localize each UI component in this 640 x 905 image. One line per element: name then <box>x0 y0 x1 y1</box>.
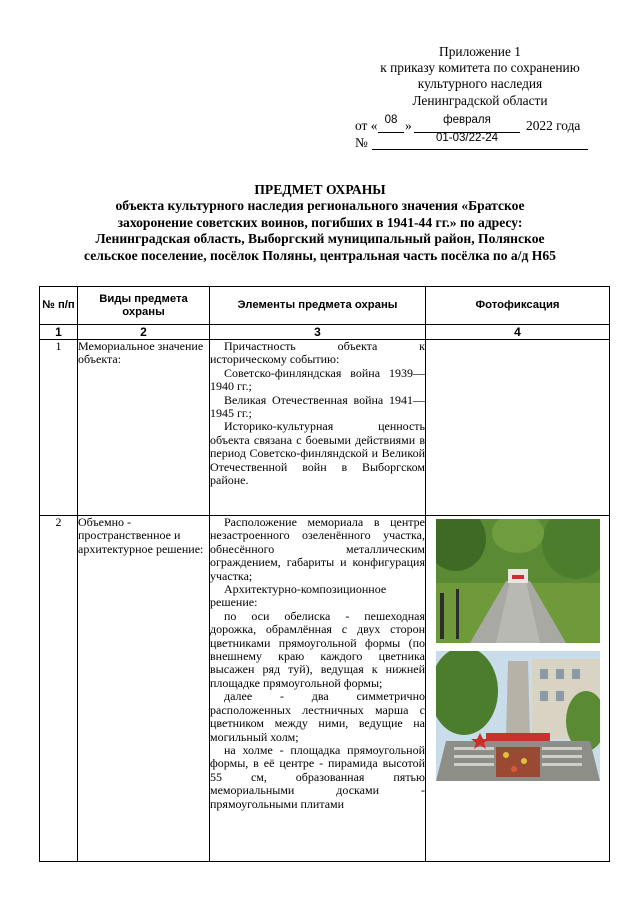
element-paragraph: далее - два симметрично расположенных лестничных марша с цветником между ними, ведущие на могильный холм; <box>210 689 425 744</box>
element-paragraph: Историко-культурная ценность объекта связана с боевыми действиями в период Советско-финляндской и Великой Отечественной войн в Выборгском районе. <box>210 419 425 488</box>
number-underline <box>372 149 588 150</box>
table-header-row <box>40 287 610 325</box>
protection-elements <box>210 340 426 516</box>
header-number: № п/п <box>40 287 78 325</box>
column-number-row <box>40 325 610 340</box>
protection-table <box>39 286 610 862</box>
memorial-path-photo <box>436 519 600 643</box>
appendix-region-line: Ленинградской области <box>412 92 548 108</box>
element-paragraph: Советско-финляндская война 1939—1940 гг.; <box>210 365 425 394</box>
date-prefix: от « <box>355 118 378 133</box>
row-number: 1 <box>40 340 78 516</box>
element-paragraph: Расположение мемориала в центре незастроенного озеленённого участка, обнесённого металлическим ограждением, габариты и конфигурация участка; <box>210 515 425 583</box>
order-number: 01-03/22-24 <box>435 132 499 144</box>
header-photo: Фотофиксация <box>426 287 610 325</box>
date-month: февраля <box>443 114 491 126</box>
date-mid: » <box>405 118 412 133</box>
photo-cell-empty <box>426 340 610 516</box>
date-year: 2022 года <box>526 118 581 133</box>
appendix-committee-line: культурного наследия <box>417 76 543 92</box>
column-number: 2 <box>78 325 210 340</box>
header-elements: Элементы предмета охраны <box>210 287 426 325</box>
photo-cell <box>426 516 610 862</box>
protection-type: Мемориальное значение объекта: <box>78 340 210 516</box>
table-row <box>40 340 610 516</box>
memorial-obelisk-photo <box>436 651 600 781</box>
column-number: 1 <box>40 325 78 340</box>
date-day: 08 <box>384 114 398 126</box>
appendix-header <box>330 44 630 109</box>
title-heading: ПРЕДМЕТ ОХРАНЫ <box>254 182 386 197</box>
appendix-title: Приложение 1 <box>439 44 521 59</box>
table-row <box>40 516 610 862</box>
element-paragraph: Архитектурно-композиционное решение: <box>210 582 387 610</box>
number-prefix: № <box>355 135 368 150</box>
title-line-2: захоронение советских воинов, погибших в 1941-44 гг.» по адресу: <box>117 214 523 230</box>
element-paragraph: на холме - площадка прямоугольной формы, в её центре - пирамида высотой 55 см, образованная пятью мемориальными досками - прямоугольными плитами <box>210 742 425 811</box>
title-line-4: сельское поселение, посёлок Поляны, центральная часть посёлка по а/д Н65 <box>84 247 556 263</box>
protection-elements <box>210 516 426 862</box>
appendix-order-line: к приказу комитета по сохранению <box>380 60 580 76</box>
title-line-1: объекта культурного наследия регионального значения «Братское <box>115 198 525 214</box>
title-line-3: Ленинградская область, Выборгский муниципальный район, Полянское <box>95 231 545 247</box>
element-paragraph: по оси обелиска - пешеходная дорожка, обрамлённая с двух сторон цветниками прямоугольной формы (по внешнему краю каждого цветника высажен ряд туй), ведущая к нижней площадке прямоугольной формы; <box>210 608 425 690</box>
row-number: 2 <box>40 516 78 862</box>
column-number: 4 <box>426 325 610 340</box>
document-title <box>40 182 600 264</box>
element-paragraph: Великая Отечественная война 1941—1945 гг.; <box>210 392 425 421</box>
column-number: 3 <box>210 325 426 340</box>
protection-type: Объемно - пространственное и архитектурное решение: <box>78 516 210 862</box>
element-paragraph: Причастность объекта к историческому событию: <box>210 339 425 367</box>
header-type: Виды предмета охраны <box>78 287 210 325</box>
